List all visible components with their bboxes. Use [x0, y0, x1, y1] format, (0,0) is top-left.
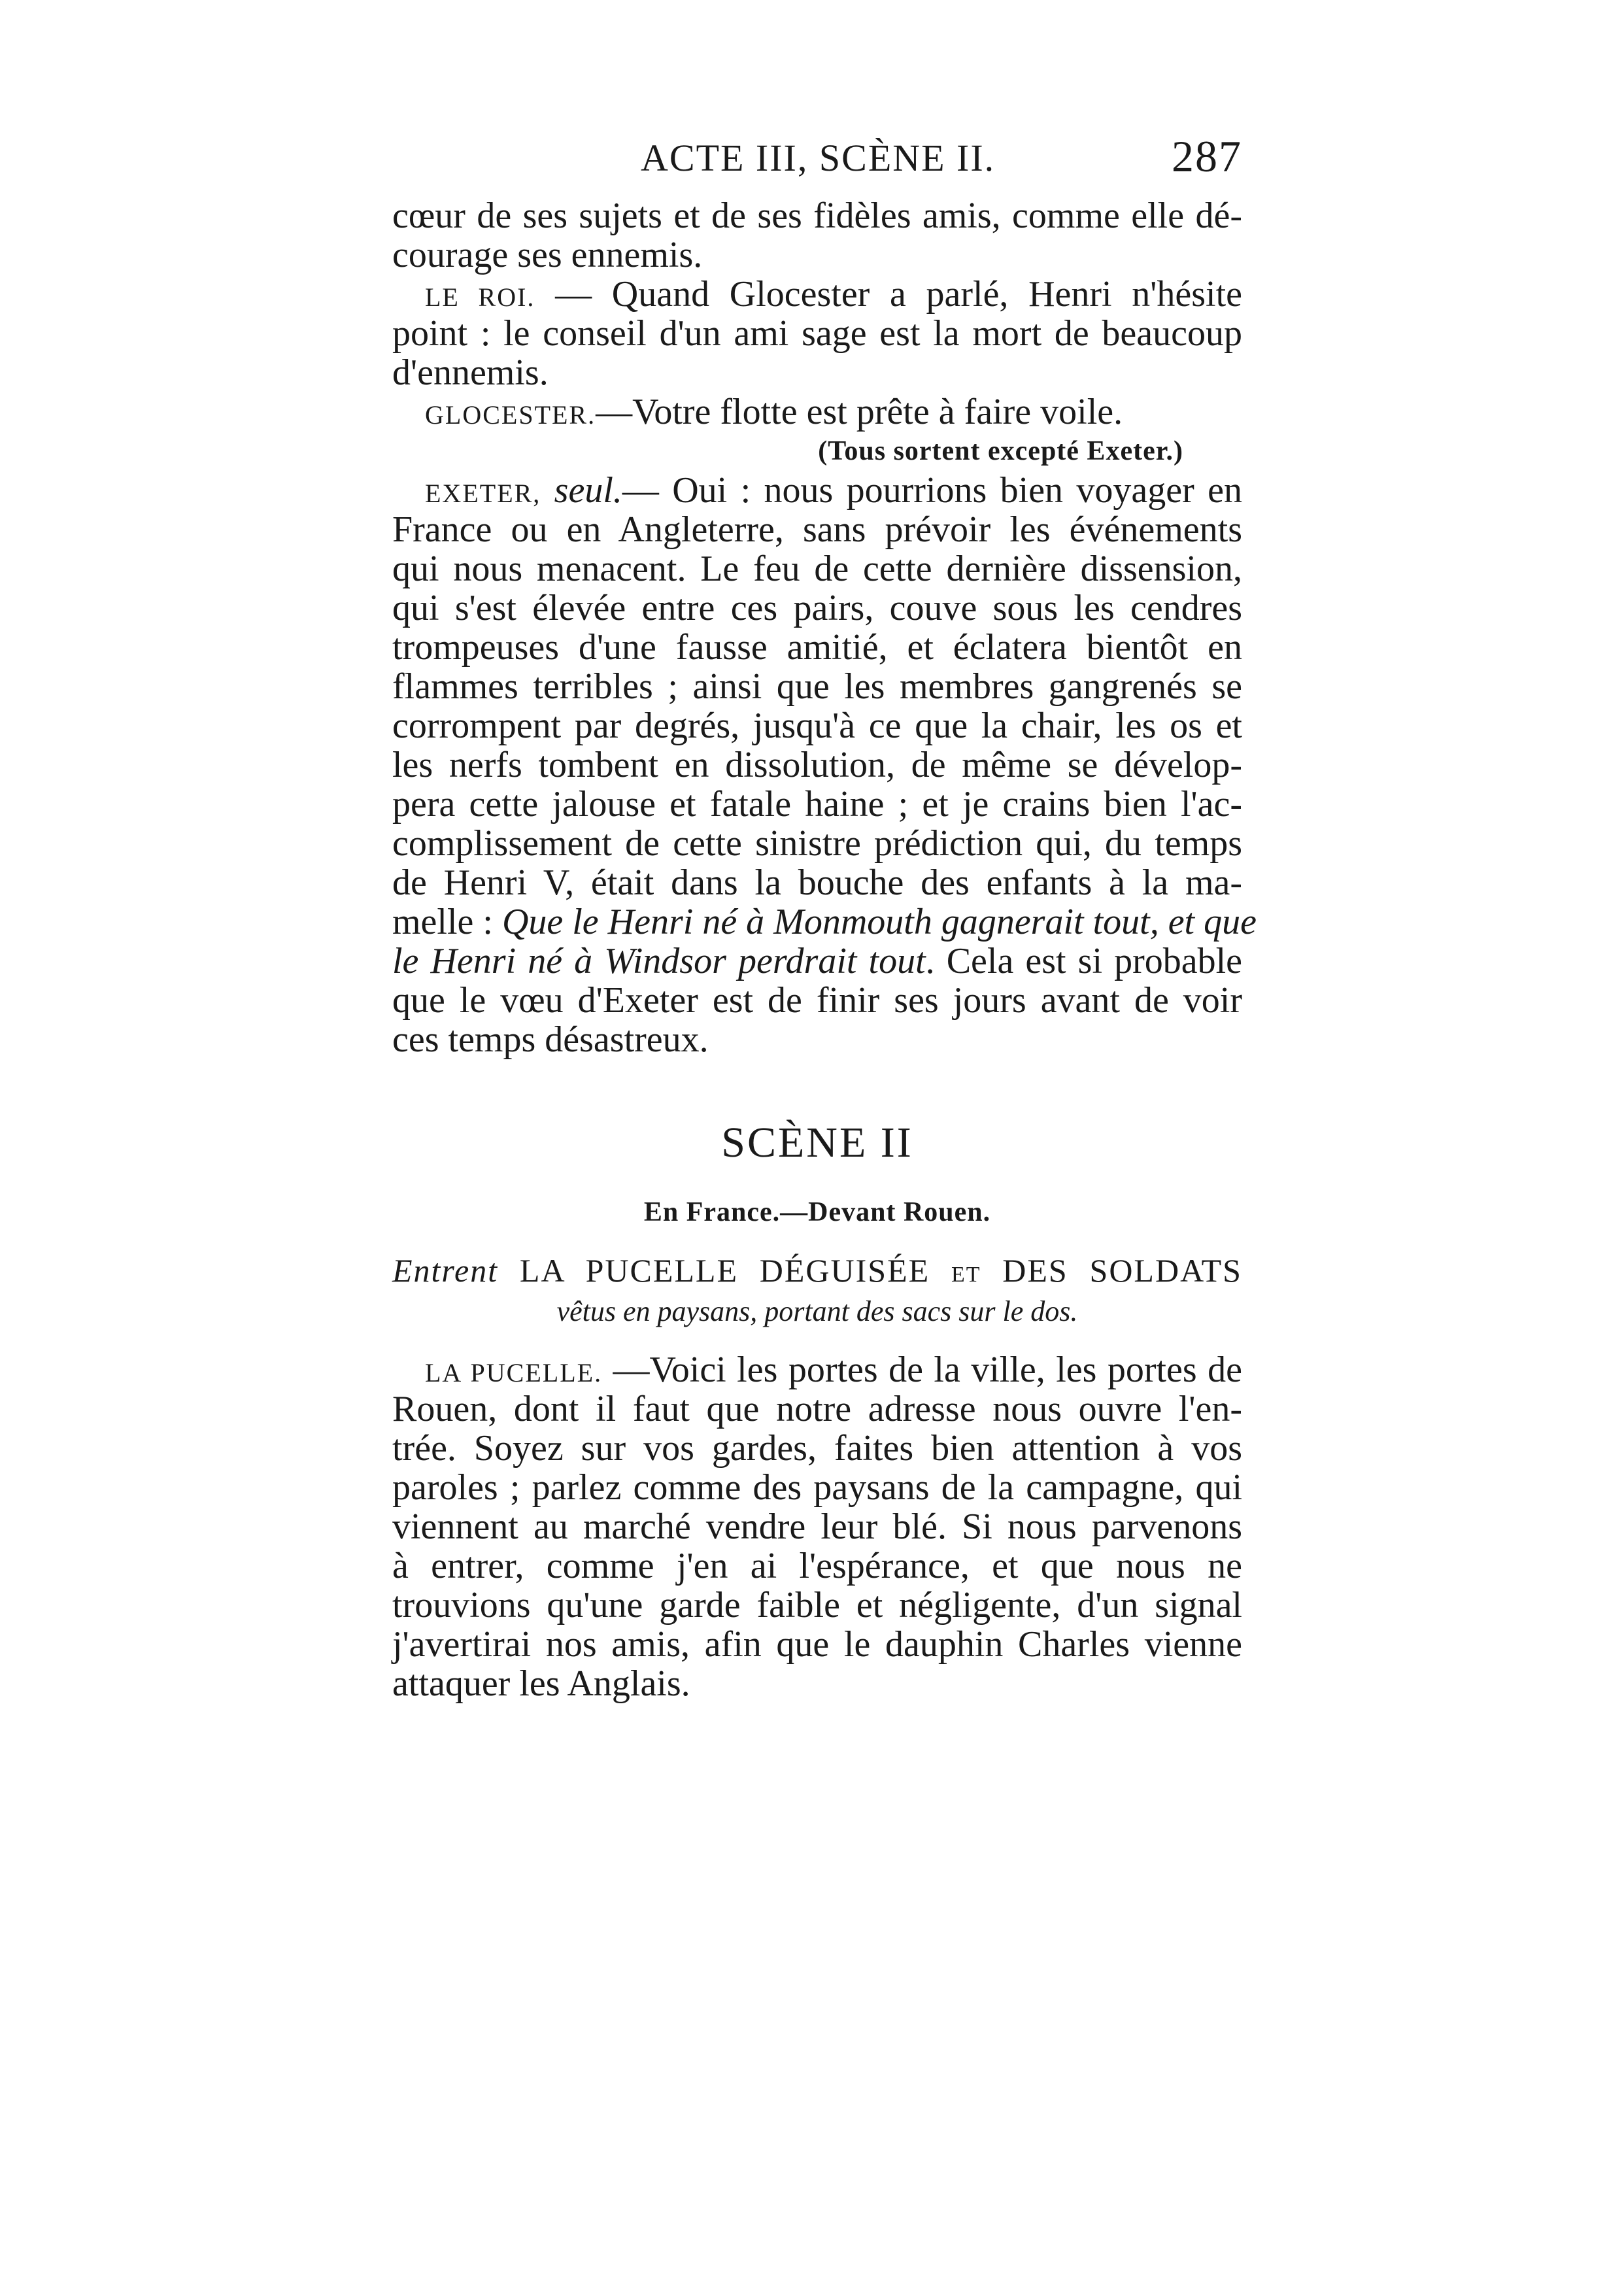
- running-head: [392, 131, 1242, 190]
- text-line: ces temps désastreux.: [392, 1019, 709, 1060]
- text-line: de Henri V, était dans la bouche des enfants à la ma-: [392, 862, 1242, 903]
- text-line: complissement de cette sinistre prédiction qui, du temps: [392, 823, 1242, 864]
- page-number: 287: [1172, 131, 1242, 181]
- speech-glocester: [392, 392, 1242, 432]
- speech-text: —Votre flotte est prête à faire voile.: [596, 392, 1123, 432]
- speaker-name: LE ROI.: [425, 282, 535, 312]
- text-line: trompeuses d'une fausse amitié, et éclatera bientôt en: [392, 627, 1242, 668]
- speech-king: [392, 275, 1242, 314]
- text-line: attaquer les Anglais.: [392, 1663, 690, 1704]
- text-line: point : le conseil d'un ami sage est la mort de beaucoup: [392, 313, 1242, 354]
- text-line: cœur de ses sujets et de ses fidèles amis, comme elle dé-: [392, 196, 1242, 236]
- entrance-characters: LA PUCELLE DÉGUISÉE: [498, 1252, 951, 1289]
- entrance-direction: [392, 1252, 1242, 1330]
- quoted-prophecy: le Henri né à Windsor perdrait tout: [392, 941, 926, 981]
- entrance-line: [392, 1252, 1242, 1293]
- text-line: corrompent par degrés, jusqu'à ce que la chair, les os et: [392, 706, 1242, 746]
- text-line: qui s'est élevée entre ces pairs, couve sous les cendres: [392, 588, 1242, 628]
- text-line-prophecy: [392, 902, 1257, 942]
- speech-text: — Quand Glocester a parlé, Henri n'hésite: [535, 274, 1242, 314]
- text-line: courage ses ennemis.: [392, 235, 703, 275]
- scene-setting: En France.—Devant Rouen.: [643, 1197, 991, 1227]
- exeter-speech: [392, 470, 1257, 1060]
- speech-pucelle: [392, 1350, 1242, 1389]
- opening-text: [392, 196, 1242, 471]
- stage-direction: (Tous sortent excepté Exeter.): [818, 436, 1183, 466]
- text-line: j'avertirai nos amis, afin que le dauphin Charles vienne: [392, 1624, 1242, 1665]
- text-segment: , et que: [1149, 902, 1257, 942]
- text-segment: . Cela est si probable: [925, 941, 1242, 981]
- text-line: viennent au marché vendre leur blé. Si nous parvenons: [392, 1506, 1242, 1547]
- pucelle-speech: [392, 1350, 1242, 1703]
- text-line: d'ennemis.: [392, 352, 549, 393]
- text-line: qui nous menacent. Le feu de cette dernière dissension,: [392, 549, 1242, 589]
- entrance-conjunction: ET: [951, 1263, 981, 1287]
- quoted-prophecy: Que le Henri né à Monmouth gagnerait tout: [501, 902, 1150, 942]
- text-line: que le vœu d'Exeter est de finir ses jours avant de voir: [392, 980, 1242, 1021]
- text-line: flammes terribles ; ainsi que les membres gangrenés se: [392, 666, 1242, 707]
- text-line: pera cette jalouse et fatale haine ; et je crains bien l'ac-: [392, 784, 1242, 824]
- speaker-name: LA PUCELLE.: [425, 1358, 603, 1387]
- scene-title: SCÈNE II: [721, 1119, 913, 1166]
- text-line: les nerfs tombent en dissolution, de même se dévelop-: [392, 745, 1242, 785]
- text-line: Rouen, dont il faut que notre adresse nous ouvre l'en-: [392, 1389, 1242, 1429]
- speech-text: — Oui : nous pourrions bien voyager en: [622, 470, 1242, 511]
- speaker-name: EXETER,: [425, 479, 541, 508]
- text-line-prophecy: [392, 942, 1242, 981]
- stage-direction: seul.: [541, 470, 622, 511]
- text-line: France ou en Angleterre, sans prévoir les événements: [392, 509, 1242, 550]
- text-line: trouvions qu'une garde faible et négligente, d'un signal: [392, 1585, 1242, 1625]
- text-line: paroles ; parlez comme des paysans de la campagne, qui: [392, 1467, 1242, 1508]
- text-line: trée. Soyez sur vos gardes, faites bien attention à vos: [392, 1428, 1242, 1469]
- speaker-name: GLOCESTER.: [425, 400, 596, 430]
- speech-exeter: [392, 471, 1242, 510]
- speech-text: —Voici les portes de la ville, les portes de: [602, 1350, 1242, 1390]
- entrance-verb: Entrent: [392, 1252, 499, 1289]
- running-head-title: ACTE III, SCÈNE II.: [641, 137, 996, 179]
- text-segment: melle :: [392, 902, 502, 942]
- entrance-characters: DES SOLDATS: [981, 1252, 1242, 1289]
- text-line: à entrer, comme j'en ai l'espérance, et que nous ne: [392, 1546, 1242, 1586]
- entrance-costume: vêtus en paysans, portant des sacs sur le dos.: [556, 1295, 1078, 1327]
